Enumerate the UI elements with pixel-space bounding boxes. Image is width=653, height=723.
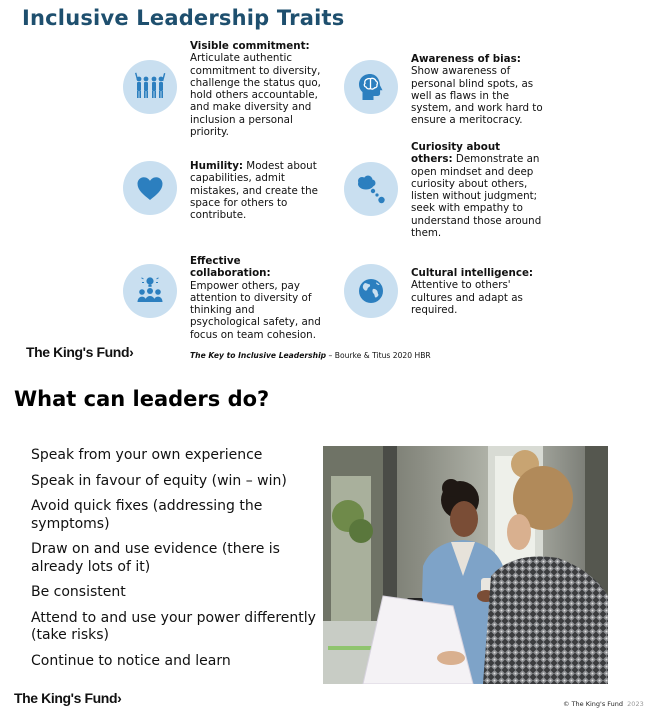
brand-name: The King's Fund bbox=[14, 690, 118, 706]
team-lightbulb-icon bbox=[123, 264, 177, 318]
brand-name: The King's Fund bbox=[26, 344, 130, 360]
list-item: Speak in favour of equity (win – win) bbox=[31, 472, 287, 489]
kings-fund-logo bbox=[26, 344, 133, 360]
trait-description: Show awareness of personal blind spots, as well as flaws in the system, and work hard to ensure a meritocracy. bbox=[411, 65, 543, 127]
trait-description: Demonstrate an open mindset and deep curiosity about others, listen without judgment; seek with empathy to understand those around them. bbox=[411, 153, 542, 240]
trait-description: Empower others, pay attention to diversity of thinking and psychological safety, and focus on team cohesion. bbox=[190, 279, 321, 341]
team-raised-hands-icon bbox=[123, 60, 177, 114]
trait-name: Effective collaboration: bbox=[190, 255, 271, 280]
copyright-text: © The King's Fund bbox=[563, 700, 624, 708]
citation-source: – Bourke & Titus 2020 HBR bbox=[326, 351, 431, 360]
section-title: What can leaders do? bbox=[14, 387, 270, 411]
trait-cultural-intelligence bbox=[411, 267, 543, 316]
globe-icon bbox=[344, 264, 398, 318]
trait-description: Attentive to others' cultures and adapt as required. bbox=[411, 279, 523, 316]
head-brain-icon bbox=[344, 60, 398, 114]
list-item: Continue to notice and learn bbox=[31, 652, 231, 669]
trait-name: Humility: bbox=[190, 160, 244, 172]
trait-name: Cultural intelligence: bbox=[411, 267, 534, 279]
trait-awareness-of-bias bbox=[411, 53, 543, 127]
list-item: Be consistent bbox=[31, 584, 126, 600]
trait-curiosity-about-others bbox=[411, 141, 543, 239]
list-item: Attend to and use your power differently (take risks) bbox=[31, 609, 316, 643]
trait-name: Curiosity about others: bbox=[411, 141, 501, 166]
list-item: Avoid quick fixes (addressing the symptoms) bbox=[31, 498, 263, 532]
brand-chevron: › bbox=[117, 690, 122, 706]
copyright-year: 2023 bbox=[627, 700, 644, 708]
brand-chevron: › bbox=[129, 344, 134, 360]
trait-name: Visible commitment: bbox=[190, 40, 310, 52]
kings-fund-logo-footer bbox=[14, 690, 121, 706]
list-item: Speak from your own experience bbox=[31, 447, 263, 463]
copyright-notice bbox=[563, 700, 644, 708]
trait-effective-collaboration bbox=[190, 255, 322, 341]
trait-visible-commitment bbox=[190, 40, 322, 138]
trait-humility bbox=[190, 160, 322, 221]
thought-bubbles-icon bbox=[344, 162, 398, 216]
trait-name: Awareness of bias: bbox=[411, 53, 521, 65]
heart-icon bbox=[123, 161, 177, 215]
trait-description: Articulate authentic commitment to diversity, challenge the status quo, hold others accountable, and make diversity and inclusion a personal priority. bbox=[190, 52, 321, 139]
trait-description: Modest about capabilities, admit mistakes, and create the space for others to contribute. bbox=[190, 160, 318, 222]
two-women-reviewing-document-photo bbox=[323, 446, 608, 684]
leader-actions-list bbox=[31, 447, 321, 678]
citation bbox=[190, 351, 431, 360]
citation-title: The Key to Inclusive Leadership bbox=[190, 351, 327, 360]
page-title: Inclusive Leadership Traits bbox=[22, 6, 345, 30]
list-item: Draw on and use evidence (there is already lots of it) bbox=[31, 541, 280, 575]
